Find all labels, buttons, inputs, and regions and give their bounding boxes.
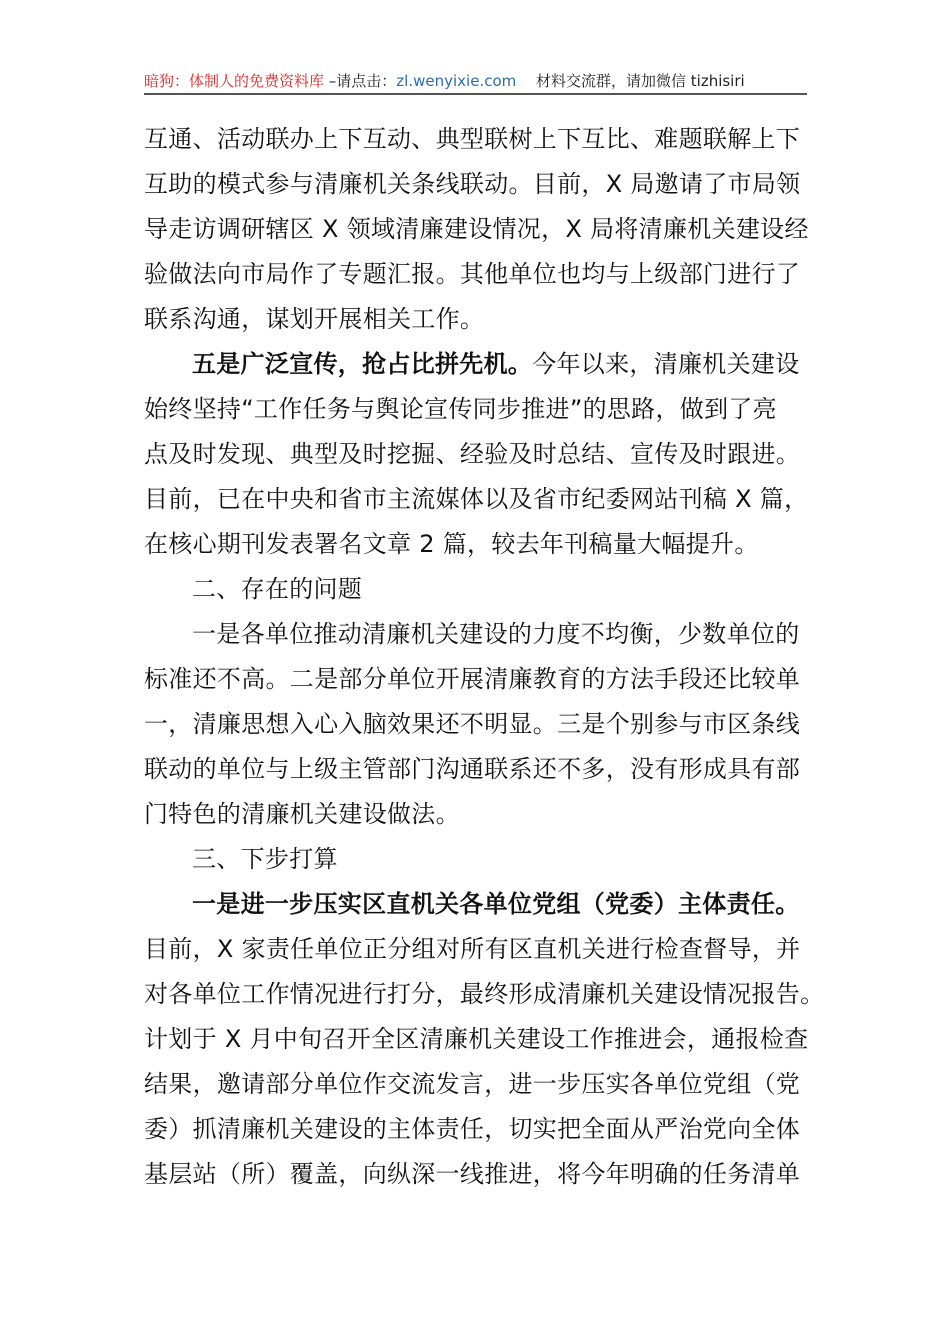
text-line: 目前，已在中央和省市主流媒体以及省市纪委网站刊稿 X 篇，: [144, 485, 809, 513]
click-prompt: –请点击：: [324, 72, 397, 90]
section-heading: 三、下步打算: [192, 845, 338, 873]
text-line: 对各单位工作情况进行打分，最终形成清廉机关建设情况报告。: [144, 980, 825, 1008]
text-line: 验做法向市局作了专题汇报。其他单位也均与上级部门进行了: [144, 260, 801, 288]
site-link[interactable]: zl.wenyixie.com: [396, 72, 517, 90]
text-line: 标准还不高。二是部分单位开展清廉教育的方法手段还比较单: [144, 665, 801, 693]
text-line: 导走访调研辖区 X 领域清廉建设情况，X 局将清廉机关建设经: [144, 215, 809, 243]
text-line: 始终坚持“工作任务与舆论宣传同步推进”的思路，做到了亮: [144, 395, 777, 423]
text-line: 互通、活动联办上下互动、典型联树上下互比、难题联解上下: [144, 125, 801, 153]
text-line: 一，清廉思想入心入脑效果还不明显。三是个别参与市区条线: [144, 710, 801, 738]
header-divider: [144, 93, 807, 95]
bold-lead: 一是进一步压实区直机关各单位党组（党委）主体责任。: [192, 890, 800, 918]
text-line: 委）抓清廉机关建设的主体责任，切实把全面从严治党向全体: [144, 1115, 801, 1143]
document-body: [144, 117, 825, 1197]
text-line: 目前，X 家责任单位正分组对所有区直机关进行检查督导，并: [144, 935, 801, 963]
text-line: 计划于 X 月中旬召开全区清廉机关建设工作推进会，通报检查: [144, 1025, 809, 1053]
text-line: 结果，邀请部分单位作交流发言，进一步压实各单位党组（党: [144, 1070, 801, 1098]
text-line: 门特色的清廉机关建设做法。: [144, 800, 460, 828]
contact-info: 材料交流群，请加微信 tizhisiri: [516, 72, 745, 90]
text-line: 联系沟通，谋划开展相关工作。: [144, 305, 485, 333]
text-line: 联动的单位与上级主管部门沟通联系还不多，没有形成具有部: [144, 755, 801, 783]
site-name: 暗狗：体制人的免费资料库: [144, 72, 325, 90]
text-line: 在核心期刊发表署名文章 2 篇，较去年刊稿量大幅提升。: [144, 530, 759, 558]
paragraph-start: 一是各单位推动清廉机关建设的力度不均衡，少数单位的: [192, 620, 800, 648]
bold-lead: 五是广泛宣传，抢占比拼先机。: [192, 350, 533, 378]
page-header-banner: [144, 68, 806, 94]
text-line: 点及时发现、典型及时挖掘、经验及时总结、宣传及时跟进。: [144, 440, 801, 468]
paragraph-start: [144, 882, 807, 927]
text-line: 基层站（所）覆盖，向纵深一线推进，将今年明确的任务清单: [144, 1160, 801, 1188]
paragraph-start: 五是广泛宣传，抢占比拼先机。今年以来，清廉机关建设: [192, 350, 800, 378]
section-heading: 二、存在的问题: [192, 575, 363, 603]
text-line: 互助的模式参与清廉机关条线联动。目前，X 局邀请了市局领: [144, 170, 801, 198]
